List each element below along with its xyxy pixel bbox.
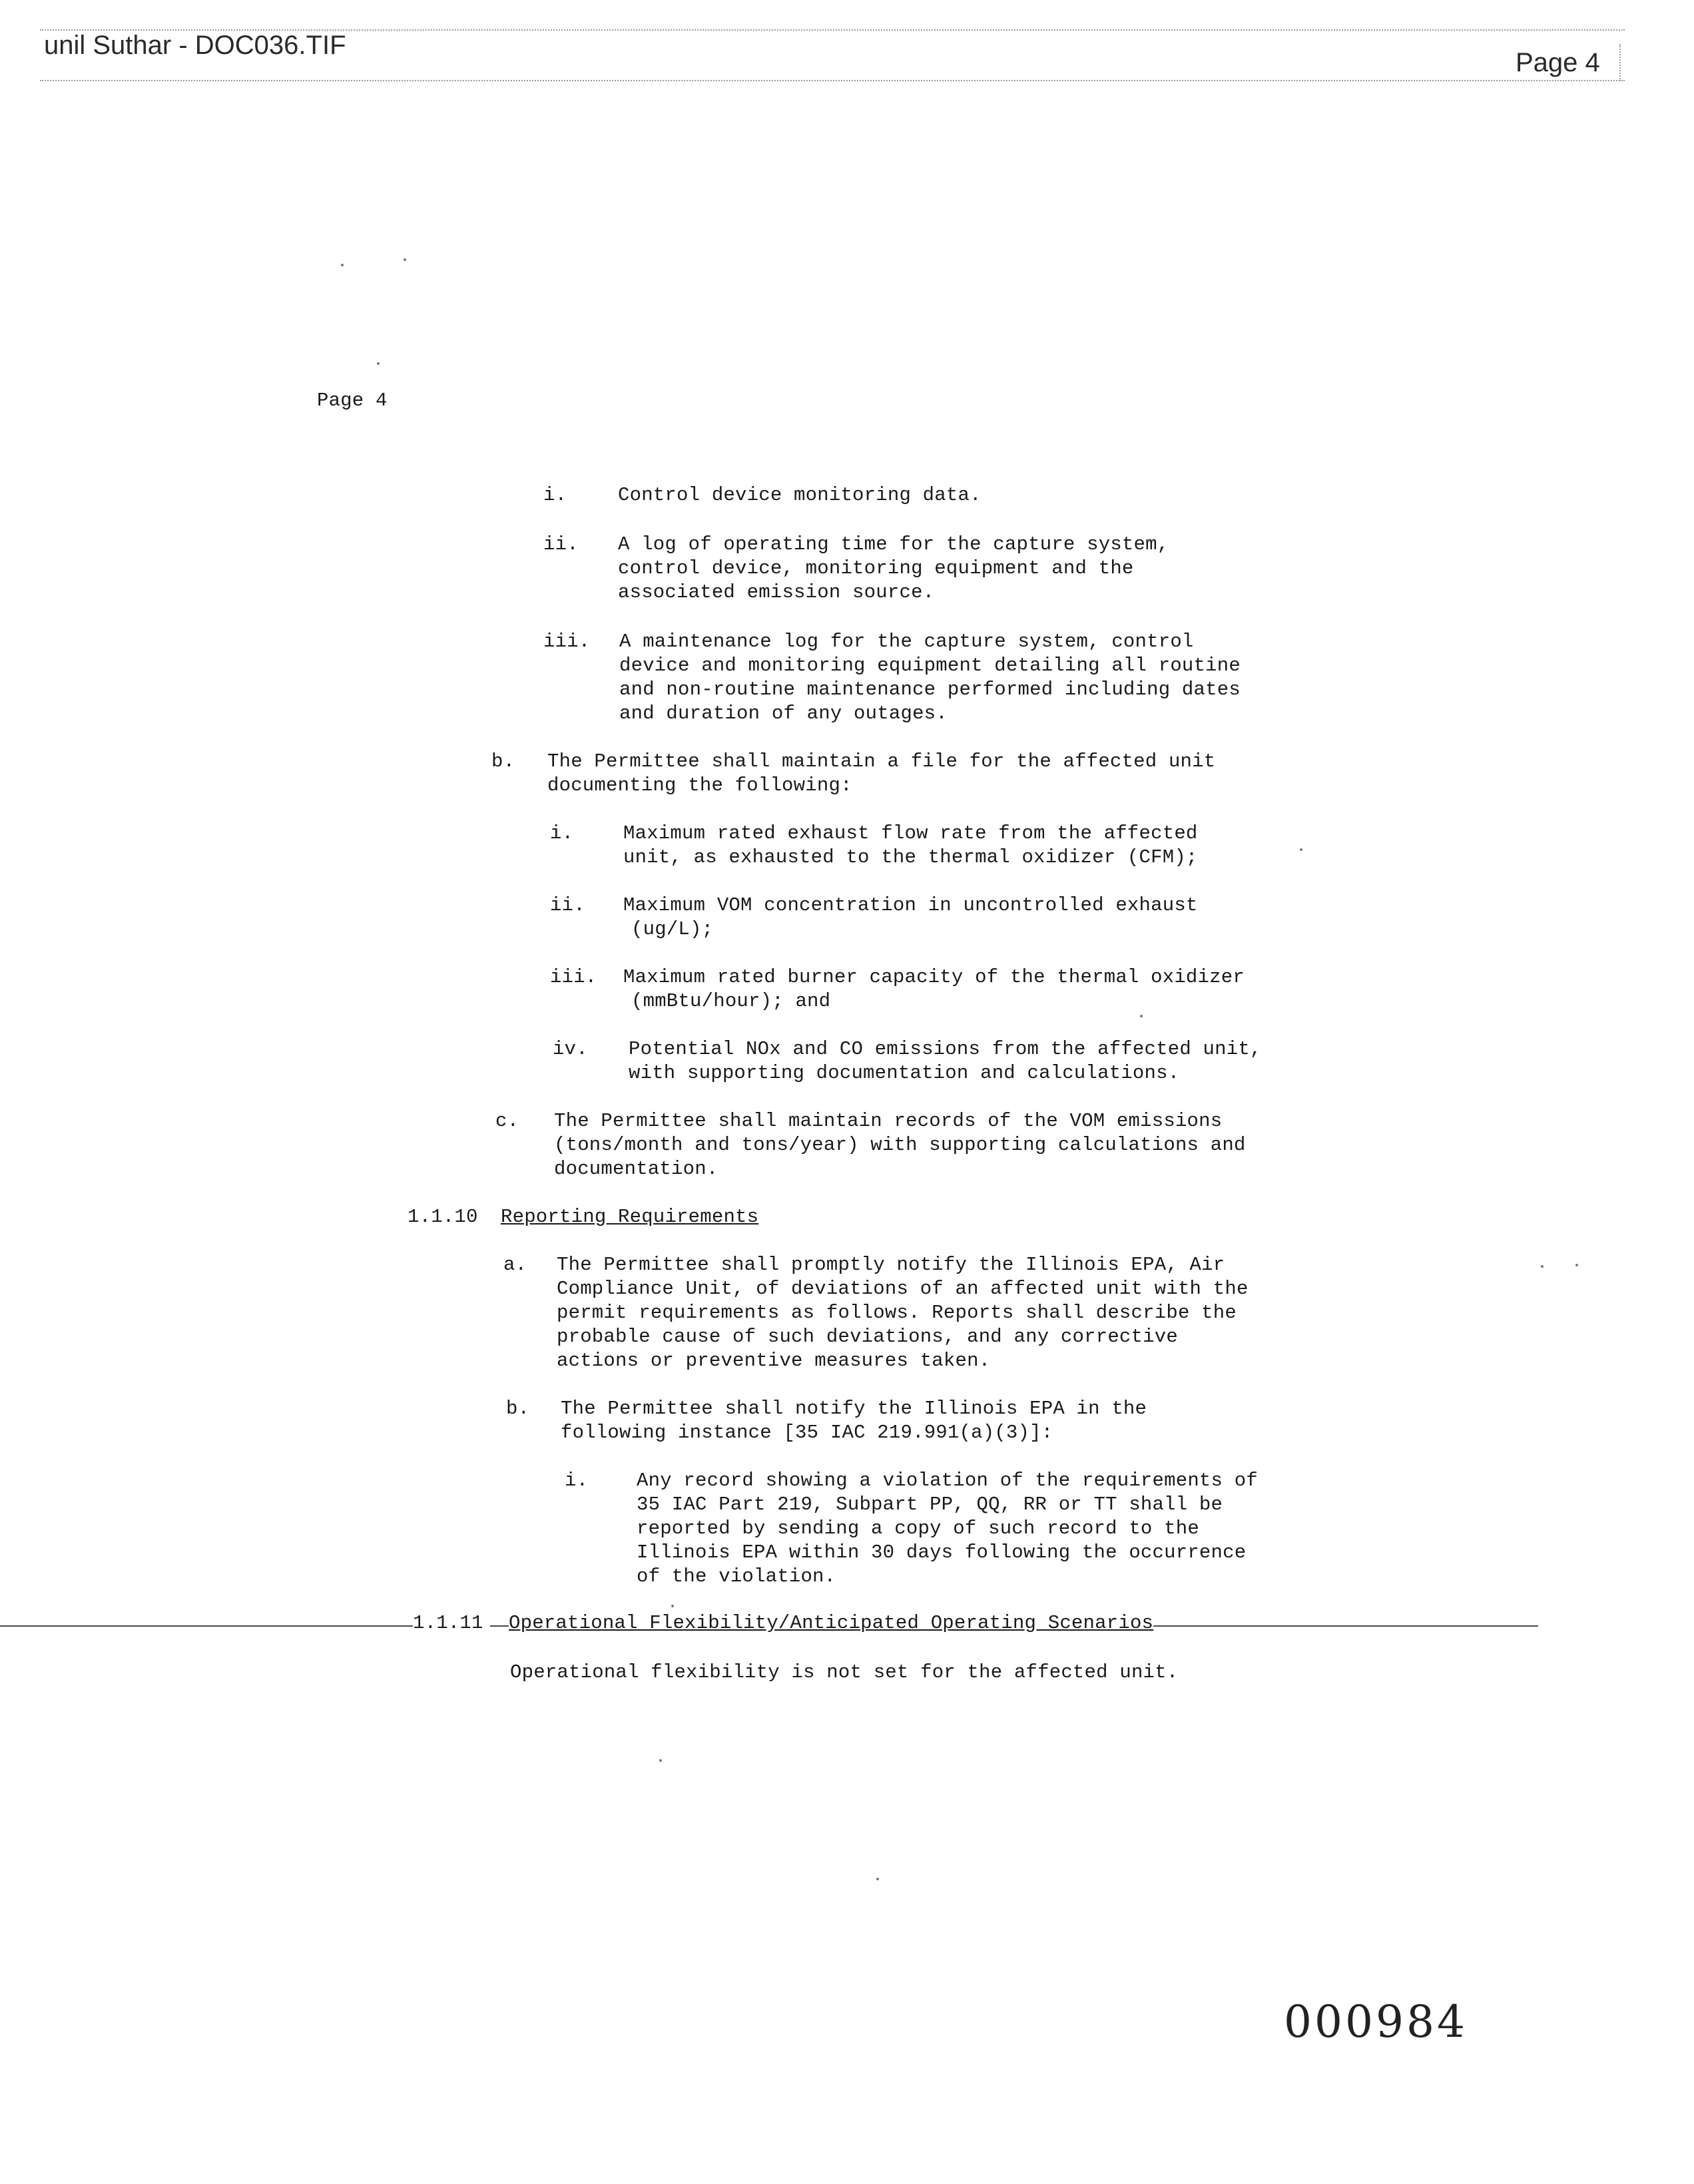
scan-speck [341,264,344,266]
list-item-text: (mmBtu/hour); and [631,990,831,1012]
list-item-text: Compliance Unit, of deviations of an affected unit with the [557,1278,1249,1300]
list-item-text: and non-routine maintenance performed including dates [619,679,1241,700]
list-marker: iv. [553,1038,588,1060]
list-marker: iii. [550,966,597,988]
list-item-text: documentation. [554,1158,718,1180]
scan-speck [1541,1265,1544,1268]
list-marker: iii. [543,631,591,653]
list-marker: i. [565,1470,589,1492]
paragraph: Operational flexibility is not set for the affected unit. [510,1661,1179,1683]
list-item-text: The Permittee shall maintain a file for the affected unit [547,750,1216,772]
list-item-text: (ug/L); [631,918,714,940]
list-marker: b. [491,750,515,772]
list-marker: c. [495,1110,519,1132]
list-item-text: (tons/month and tons/year) with supporting calculations and [554,1134,1246,1156]
list-item-text: control device, monitoring equipment and the [618,557,1134,579]
scan-speck [377,362,380,365]
list-marker: i. [543,484,567,506]
header-rule-bottom [40,80,1625,81]
header-rule-top [40,29,1625,31]
header-bracket [1610,44,1621,81]
list-marker: ii. [543,533,579,555]
list-item-text: Maximum rated exhaust flow rate from the affected [623,822,1198,844]
list-item-text: The Permittee shall notify the Illinois EPA in the [561,1398,1147,1420]
section-heading: Operational Flexibility/Anticipated Operating Scenarios [509,1612,1154,1634]
list-item-text: Potential NOx and CO emissions from the affected unit, [629,1038,1262,1060]
scan-speck [671,1605,674,1607]
list-item-text: permit requirements as follows. Reports shall describe the [557,1302,1237,1324]
page-number: Page 4 [317,390,388,411]
scan-speck [659,1759,662,1762]
scan-speck [1300,848,1302,851]
section-heading: Reporting Requirements [501,1206,759,1228]
list-item-text: A maintenance log for the capture system, control [619,631,1194,653]
list-marker: b. [506,1398,530,1420]
scan-speck [404,258,406,261]
scan-speck [876,1878,879,1880]
section-number: 1.1.10 [408,1206,478,1228]
list-item-text: reported by sending a copy of such record to the [637,1517,1199,1539]
list-marker: i. [550,822,574,844]
scan-speck [1140,1015,1143,1017]
list-item-text: and duration of any outages. [619,702,948,724]
list-item-text: with supporting documentation and calculations. [629,1062,1180,1084]
list-item-text: 35 IAC Part 219, Subpart PP, QQ, RR or TT shall be [637,1494,1223,1515]
list-item-text: of the violation. [637,1565,836,1587]
list-item-text: Illinois EPA within 30 days following the occurrence [637,1541,1247,1563]
list-item-text: following instance [35 IAC 219.991(a)(3)]: [561,1422,1053,1444]
list-item-text: documenting the following: [547,774,852,796]
list-item-text: A log of operating time for the capture system, [618,533,1169,555]
list-item-text: Any record showing a violation of the requirements of [637,1470,1258,1492]
scan-speck [1575,1264,1578,1266]
page-indicator: Page 4 [1516,48,1600,77]
list-marker: ii. [550,894,585,916]
bates-stamp: 000984 [1284,1996,1468,2048]
list-item-text: unit, as exhausted to the thermal oxidizer (CFM); [623,846,1198,868]
list-item-text: associated emission source. [618,581,935,603]
list-item-text: The Permittee shall promptly notify the Illinois EPA, Air [557,1254,1225,1276]
list-item-text: actions or preventive measures taken. [557,1350,991,1372]
list-item-text: device and monitoring equipment detailing all routine [619,655,1241,677]
list-item-text: probable cause of such deviations, and any corrective [557,1326,1178,1348]
list-item-text: Maximum VOM concentration in uncontrolled exhaust [623,894,1198,916]
list-marker: a. [503,1254,527,1276]
window-title: unil Suthar - DOC036.TIF [44,31,346,60]
list-item-text: Control device monitoring data. [618,484,982,506]
section-number: 1.1.11 [413,1611,490,1635]
list-item-text: The Permittee shall maintain records of the VOM emissions [554,1110,1223,1132]
list-item-text: Maximum rated burner capacity of the thermal oxidizer [623,966,1245,988]
